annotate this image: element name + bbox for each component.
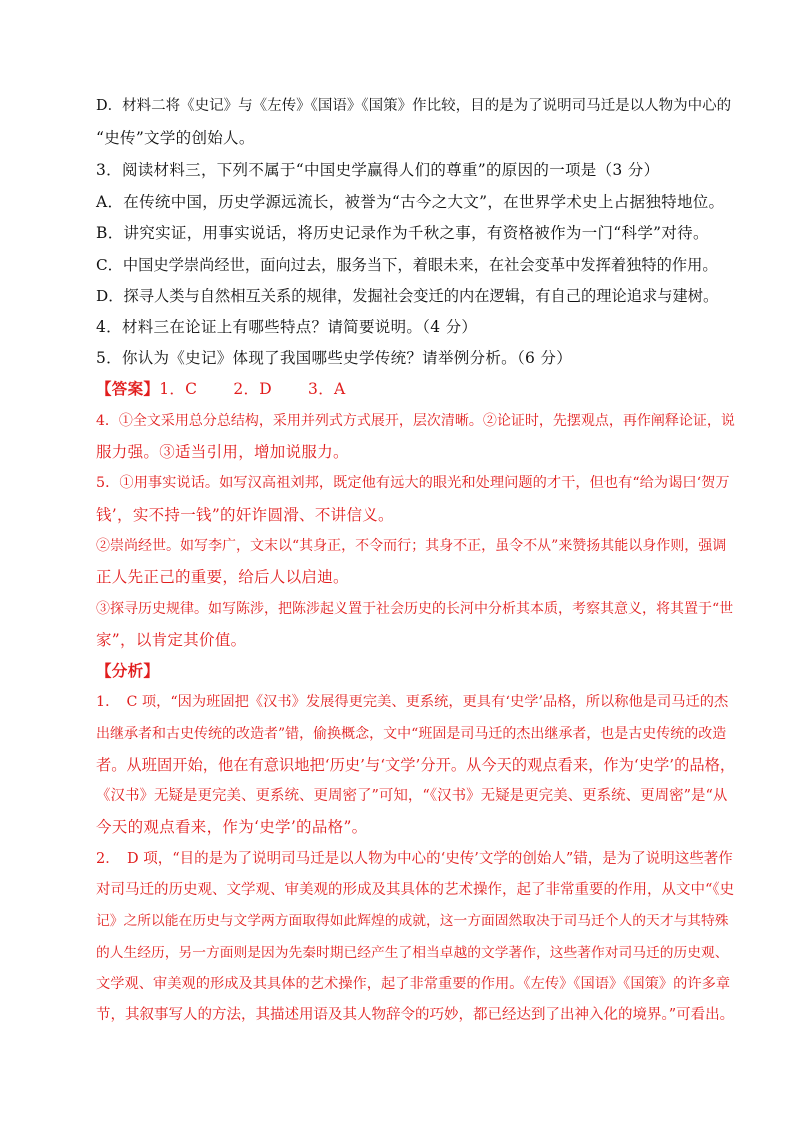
answer-5-line2: 钱’，实不持一钱”的奸诈圆滑、不讲信义。 [96, 506, 394, 524]
analysis-2-line3: 记》之所以能在历史与文学两方面取得如此辉煌的成就，这一方面固然取决于司马迁个人的天才与其特殊 [96, 913, 729, 929]
q3-option-d: D．探寻人类与自然相互关系的规律，发掘社会变迁的内在逻辑，有自己的理论追求与建树。 [96, 287, 719, 305]
analysis-2-line6: 节，其叙事写人的方法，其描述用语及其人物辞令的巧妙，都已经达到了出神入化的境界。”可看出。 [96, 1007, 735, 1023]
answer-4-line1: 4．①全文采用总分总结构，采用并列式方式展开，层次清晰。②论证时，先摆观点，再作阐释论证，说 [96, 413, 735, 429]
analysis-1-line5: 今天的观点看来，作为‘史学’的品格”。 [96, 818, 368, 836]
analysis-2-line5: 文学观、审美观的形成及其具体的艺术操作，起了非常重要的作用。《左传》《国语》《国策》的许多章 [96, 976, 731, 992]
analysis-2-line2: 对司马迁的历史观、文学观、审美观的形成及其具体的艺术操作，起了非常重要的作用，从文中“《史 [96, 882, 735, 898]
q2-option-d-line2: “史传”文学的创始人。 [96, 129, 255, 147]
answer-5-line6: 家”，以肯定其价值。 [96, 631, 247, 649]
q4-stem: 4．材料三在论证上有哪些特点？请简要说明。（4 分） [96, 318, 478, 336]
q3-option-c: C．中国史学崇尚经世，面向过去，服务当下，着眼未来，在社会变革中发挥着独特的作用。 [96, 256, 718, 274]
answer-5-line1: 5．①用事实说话。如写汉高祖刘邦，既定他有远大的眼光和处理问题的才干，但也有“给为谒曰‘贺万 [96, 475, 730, 491]
analysis-1-line3: 者。从班固开始，他在有意识地把‘历史’与‘文学’分开。从今天的观点看来，作为‘史学’的品格， [96, 756, 736, 774]
analysis-2-line1: 2． D 项，“目的是为了说明司马迁是以人物为中心的‘史传’文学的创始人”错，是为了说明这些著作 [96, 851, 733, 867]
analysis-1-line1: 1． C 项，“因为班固把《汉书》发展得更完美、更系统，更具有‘史学’品格，所以称他是司马迁的杰 [96, 694, 729, 710]
analysis-1-line4: 《汉书》无疑是更完美、更系统、更周密了”可知，“《汉书》无疑是更完美、更系统、更周密”是“从 [96, 788, 728, 804]
q5-stem: 5．你认为《史记》体现了我国哪些史学传统？请举例分析。（6 分） [96, 349, 573, 367]
answer-3: 3．A [308, 380, 346, 398]
analysis-2-line4: 的人生经历，另一方面则是因为先秦时期已经产生了相当卓越的文学著作，这些著作对司马迁的历史观、 [96, 945, 729, 961]
q3-option-b: B．讲究实证，用事实说话，将历史记录作为千秋之事，有资格被作为一门“科学”对待。 [96, 224, 709, 242]
answer-5-line4: 正人先正己的重要，给后人以启迪。 [96, 568, 349, 586]
answer-2: 2．D [233, 380, 273, 398]
analysis-1-line2: 出继承者和古史传统的改造者”错，偷换概念，文中“班固是司马迁的杰出继承者，也是古史传统的改造 [96, 726, 727, 742]
q2-option-d-line1: D．材料二将《史记》与《左传》《国语》《国策》作比较，目的是为了说明司马迁是以人物为中心的 [96, 98, 732, 114]
answer-tag: 【答案】 [96, 379, 160, 398]
analysis-tag: 【分析】 [96, 661, 160, 680]
answer-5-line5: ③探寻历史规律。如写陈涉，把陈涉起义置于社会历史的长河中分析其本质，考察其意义，将其置于“世 [96, 601, 734, 617]
q3-stem: 3．阅读材料三，下列不属于“中国史学赢得人们的尊重”的原因的一项是（3 分） [96, 161, 660, 179]
answer-5-line3: ②崇尚经世。如写李广，文末以“其身正，不令而行；其身不正，虽令不从”来赞扬其能以身作则，强调 [96, 538, 727, 554]
q3-option-a: A．在传统中国，历史学源远流长，被誉为“古今之大文”，在世界学术史上占据独特地位。 [96, 193, 725, 211]
answer-1: 1．C [159, 380, 198, 398]
answer-row [96, 379, 736, 399]
answer-4-line2: 服力强。③适当引用，增加说服力。 [96, 443, 349, 461]
